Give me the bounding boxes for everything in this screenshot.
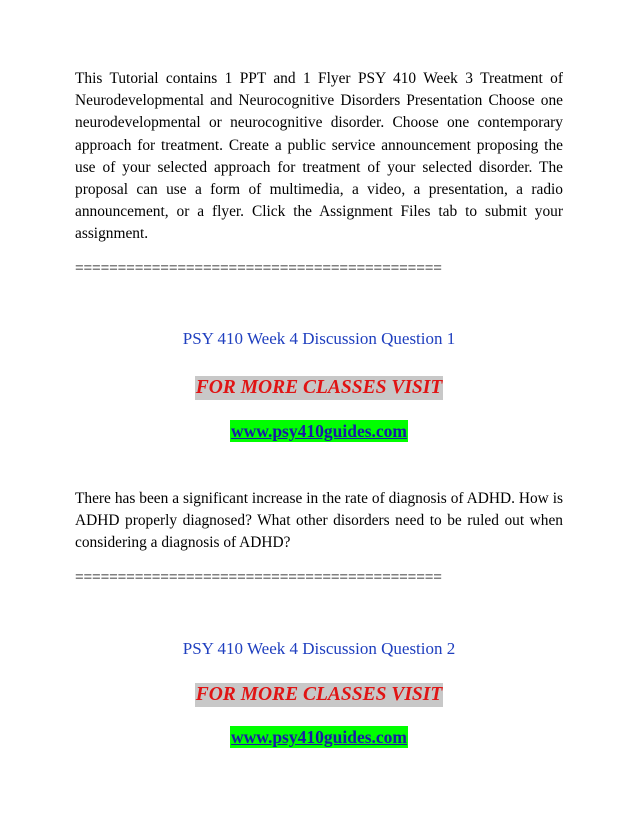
promo-line — [0, 683, 638, 707]
section-heading-link[interactable] — [0, 637, 638, 661]
section-heading-text: PSY 410 Week 4 Discussion Question 2 — [182, 639, 456, 658]
url-line — [0, 726, 638, 748]
promo-text: FOR MORE CLASSES VISIT — [195, 684, 443, 705]
guides-url-link[interactable]: www.psy410guides.com — [231, 421, 407, 441]
separator-line: =========================================== — [75, 569, 442, 586]
discussion-1-body: There has been a significant increase in the rate of diagnosis of ADHD. How is ADHD properly diagnosed? What other disorders need to be ruled out when considering a diagnosis of ADHD? — [75, 490, 563, 552]
url-line — [0, 420, 638, 442]
promo-line — [0, 376, 638, 400]
separator-line: =========================================== — [75, 260, 442, 277]
guides-url-link[interactable]: www.psy410guides.com — [231, 727, 407, 747]
promo-text: FOR MORE CLASSES VISIT — [195, 377, 443, 398]
intro-paragraph: This Tutorial contains 1 PPT and 1 Flyer PSY 410 Week 3 Treatment of Neurodevelopmental and Neurocognitive Disorders Presentation Choose one neurodevelopmental or neurocognitive disorder. Choose one contemporary approach for treatment. Create a public service announcement proposing the use of your selected approach for treatment of your selected disorder. The proposal can use a form of multimedia, a video, a presentation, a radio announcement, or a flyer. Click the Assignment Files tab to submit your assignment. — [75, 70, 563, 243]
section-heading-link[interactable] — [0, 327, 638, 351]
section-heading-text: PSY 410 Week 4 Discussion Question 1 — [182, 329, 456, 348]
